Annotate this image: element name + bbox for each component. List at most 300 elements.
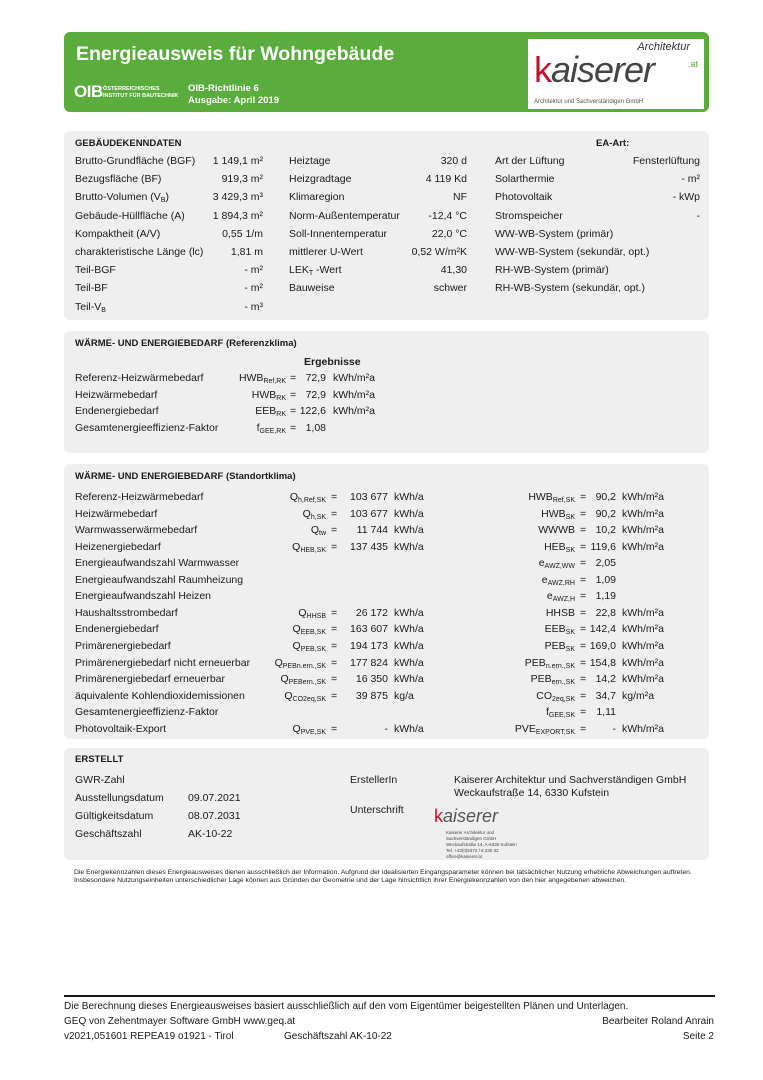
standort-q-symbol-sub: EEB,SK	[300, 629, 326, 637]
stamp-line: Sachverständigen GmbH	[446, 836, 497, 841]
referenz-symbol	[239, 372, 286, 385]
logo-brand-text	[534, 51, 654, 89]
standort-k-symbol-main: HWB	[541, 507, 566, 520]
standort-k-value: 1,09	[595, 573, 616, 586]
standort-q-equals: =	[331, 540, 338, 553]
standort-k-value: 90,2	[595, 491, 616, 503]
klima-value: 41,30	[440, 264, 467, 277]
stamp-line: office@kaiserer.at	[446, 854, 483, 859]
system-label: Stromspeicher	[495, 209, 563, 222]
gebaeudekenndaten-title: GEBÄUDEKENNDATEN	[75, 138, 182, 149]
stamp-line: Kaiserer Architektur und	[446, 830, 495, 835]
standort-k-symbol-main: HWB	[528, 491, 553, 503]
klima-label	[289, 282, 335, 294]
klima-label-text: Norm-Außentemperatur	[289, 209, 400, 222]
standort-q-value: 103 677	[350, 491, 388, 503]
stamp-k-letter: k	[434, 806, 443, 826]
standort-k-unit: kWh/m²a	[622, 606, 664, 619]
standort-q-symbol	[293, 640, 326, 653]
standort-k-symbol-main: CO	[536, 689, 553, 702]
standort-k-symbol	[538, 524, 575, 537]
standort-q-symbol-sub: h,Ref,SK	[297, 497, 326, 504]
standort-q-symbol	[298, 607, 326, 620]
ausgabe-label: Ausgabe: April 2019	[188, 95, 279, 106]
referenz-equals: =	[290, 372, 297, 384]
referenz-symbol-sub: GEE,RK	[259, 427, 286, 435]
standort-k-symbol-main: WWWB	[538, 524, 575, 537]
system-label: WW-WB-System (primär)	[495, 227, 614, 240]
kenndaten-label-text: Teil-BF	[75, 282, 108, 295]
standort-q-symbol	[311, 524, 326, 537]
standort-k-unit: kg/m²a	[622, 689, 655, 702]
klima-label	[289, 210, 400, 222]
standort-k-symbol-main: PEB	[530, 673, 552, 686]
referenz-symbol-main: EEB	[255, 405, 277, 417]
richtlinie-info	[188, 83, 279, 107]
klima-value: NF	[453, 191, 467, 204]
standort-q-equals: =	[331, 673, 338, 686]
standort-q-symbol-main: Q	[274, 656, 283, 669]
ersteller-name: Kaiserer Architektur und Sachverständigen GmbH	[454, 774, 687, 786]
standort-k-symbol-sub: AWZ,RH	[547, 579, 575, 587]
logo-k-letter: k	[534, 49, 551, 90]
erstellt-value: 09.07.2021	[188, 792, 241, 804]
kenndaten-label	[75, 246, 203, 258]
standort-k-symbol-sub: GEE,SK	[548, 712, 575, 720]
referenzklima-title: WÄRME- UND ENERGIEBEDARF (Referenzklima)	[75, 338, 297, 349]
klima-label-text: Klimaregion	[289, 191, 345, 204]
klima-label	[289, 264, 342, 277]
standort-k-equals: =	[580, 491, 587, 503]
standort-q-symbol-sub: h,SK	[310, 513, 326, 521]
standort-k-equals: =	[580, 623, 587, 636]
standort-k-equals: =	[580, 573, 587, 586]
system-label: RH-WB-System (primär)	[495, 264, 609, 277]
klima-value: 320 d	[440, 155, 467, 167]
standort-k-equals: =	[580, 590, 587, 603]
standort-q-symbol-sub: PEBn.ern.,SK	[282, 662, 326, 670]
kenndaten-label	[75, 282, 108, 294]
standort-k-symbol	[525, 657, 575, 670]
standort-k-equals: =	[580, 606, 587, 619]
referenz-value: 72,9	[305, 372, 326, 384]
referenz-label: Gesamtenergieeffizienz-Faktor	[75, 421, 219, 434]
referenz-unit: kWh/m²a	[333, 388, 375, 401]
kenndaten-label-text: Kompaktheit (A/V)	[75, 227, 161, 240]
standort-q-symbol-main: Q	[284, 689, 293, 702]
klima-label-sub: T	[308, 270, 314, 278]
kenndaten-label	[75, 264, 116, 276]
standort-q-value: 39 875	[355, 689, 388, 702]
standort-q-value: 103 677	[350, 507, 388, 520]
standort-q-symbol	[292, 541, 326, 554]
klima-value: schwer	[433, 282, 467, 295]
referenz-unit: kWh/m²a	[333, 372, 375, 384]
footer-page-number: Seite 2	[682, 1031, 714, 1042]
standort-k-symbol-sub: SK	[565, 645, 575, 653]
klima-label-text: Bauweise	[289, 282, 335, 295]
kenndaten-label-text: Teil-BGF	[75, 264, 116, 277]
standortklima-section	[64, 464, 709, 739]
standort-k-symbol	[515, 723, 575, 736]
kenndaten-label-sub: B	[101, 306, 106, 314]
standort-k-value: 34,7	[595, 689, 616, 702]
kenndaten-value: 0,55 1/m	[222, 227, 263, 240]
kenndaten-label-text: Gebäude-Hüllfläche (A)	[75, 209, 185, 222]
kenndaten-value: 3 429,3 m³	[212, 191, 263, 204]
standort-q-symbol-sub: CO2eq,SK	[292, 695, 326, 703]
standort-q-equals: =	[331, 689, 338, 702]
standort-q-value: 194 173	[350, 639, 388, 652]
standort-q-value: 11 744	[356, 524, 388, 537]
standort-k-value: 169,0	[589, 639, 616, 652]
standort-q-symbol-main: Q	[292, 722, 301, 735]
kenndaten-value: 919,3 m²	[221, 173, 263, 186]
disclaimer-text: Die Energiekennzahlen dieses Energieausweises dienen ausschließlich der Information. Aufgrund der idealisierten Eingangsparameter können bei tatsächlicher Nutzung erhebliche Abweichungen auftreten. Insbesondere Nutzungseinheiten unterschiedlicher Lage können aus Gründen der Geometrie und der Lage hinsichtlich ihrer Energiekennzahlen von den hier angegebenen abweichen.	[74, 869, 692, 885]
klima-value: 0,52 W/m²K	[411, 246, 467, 258]
standort-q-symbol-main: Q	[292, 540, 301, 553]
stamp-line: Tel. +43(0)5372 / 6 230 32	[446, 848, 499, 853]
referenz-symbol-sub: RK	[276, 394, 286, 402]
system-value: Fensterlüftung	[632, 155, 700, 167]
erstellt-title: ERSTELLT	[75, 754, 124, 765]
standort-k-value: 1,19	[595, 590, 616, 603]
erstellt-section	[64, 748, 709, 860]
standort-k-symbol-sub: SK	[565, 629, 575, 637]
kenndaten-label	[75, 301, 106, 314]
standort-k-unit: kWh/m²a	[622, 722, 664, 735]
standort-k-symbol-main: e	[546, 590, 553, 603]
standort-k-equals: =	[580, 656, 587, 669]
standort-q-equals: =	[331, 507, 338, 520]
standort-k-value: 1,11	[596, 706, 616, 719]
referenzklima-section	[64, 331, 709, 453]
standort-label: Energieaufwandszahl Warmwasser	[75, 557, 240, 570]
standort-q-equals: =	[331, 606, 338, 619]
standort-k-symbol-main: PEB	[524, 656, 546, 669]
standort-q-symbol	[293, 623, 326, 636]
referenz-symbol	[255, 405, 286, 418]
standort-k-equals: =	[580, 540, 587, 553]
standort-label: Primärenergiebedarf erneuerbar	[75, 673, 225, 686]
kenndaten-value: 1 149,1 m²	[212, 155, 263, 167]
standort-k-unit: kWh/m²a	[622, 491, 664, 503]
erstellt-value: 08.07.2031	[188, 810, 241, 822]
system-label: Art der Lüftung	[495, 155, 565, 167]
klima-label-text: Heizgradtage	[289, 173, 352, 186]
standort-label: Primärenergiebedarf	[75, 639, 171, 652]
klima-value: -12,4 °C	[428, 209, 467, 222]
signature-stamp	[420, 806, 530, 862]
standort-k-symbol-sub: ern.,SK	[551, 679, 575, 687]
stamp-brand-rest: aiserer	[443, 806, 499, 826]
referenz-symbol	[257, 422, 286, 435]
erstellt-label: GWR-Zahl	[75, 774, 125, 786]
referenz-equals: =	[290, 405, 297, 417]
stamp-line: Weckaufstraße 14, A-6330 Kufstein	[446, 842, 517, 847]
referenz-value: 72,9	[305, 388, 326, 401]
standort-k-symbol	[546, 607, 575, 620]
system-label: WW-WB-System (sekundär, opt.)	[495, 246, 650, 258]
standort-q-equals: =	[331, 656, 338, 669]
standort-k-equals: =	[580, 689, 587, 702]
klima-label	[289, 173, 351, 185]
kenndaten-value: - m²	[244, 282, 263, 295]
referenz-label: Heizwärmebedarf	[75, 388, 158, 401]
standort-q-value: 16 350	[355, 673, 388, 686]
referenz-symbol-sub: RK	[276, 411, 286, 418]
standort-q-symbol-sub: PEB,SK	[300, 645, 326, 653]
standort-k-equals: =	[580, 706, 587, 719]
standort-q-unit: kWh/a	[394, 623, 424, 636]
klima-label-end: -Wert	[313, 264, 342, 277]
standort-q-unit: kWh/a	[394, 507, 424, 520]
kenndaten-label-text: charakteristische Länge (lc)	[75, 246, 204, 258]
standort-k-value: 22,8	[595, 606, 616, 619]
kenndaten-label-text: Brutto-Volumen (V	[75, 191, 161, 204]
standort-label: Energieaufwandszahl Heizen	[75, 590, 212, 603]
standort-q-symbol	[303, 508, 326, 521]
kenndaten-label-text: Bezugsfläche (BF)	[75, 173, 162, 186]
kenndaten-label-text: Teil-V	[75, 300, 102, 313]
standort-k-symbol	[539, 557, 575, 570]
standort-q-symbol-main: Q	[289, 491, 298, 503]
erstellt-label: Geschäftszahl	[75, 828, 142, 840]
kenndaten-label-sub: B	[160, 197, 166, 205]
referenz-value: 1,08	[305, 421, 326, 434]
system-label: RH-WB-System (sekundär, opt.)	[495, 282, 645, 295]
standort-k-equals: =	[580, 722, 587, 735]
referenz-label: Endenergiebedarf	[75, 405, 159, 417]
standort-q-unit: kWh/a	[394, 656, 424, 669]
standort-q-equals: =	[331, 491, 338, 503]
stamp-brand	[434, 806, 498, 827]
standort-k-symbol-main: PVE	[514, 722, 536, 735]
standort-k-symbol	[531, 673, 575, 686]
referenz-symbol	[252, 389, 286, 402]
standort-k-value: 154,8	[589, 656, 616, 669]
standort-label: Primärenergiebedarf nicht erneuerbar	[75, 656, 251, 669]
standort-k-unit: kWh/m²a	[622, 639, 664, 652]
standort-q-unit: kWh/a	[394, 673, 424, 686]
standort-q-symbol-sub: PEBern.,SK	[288, 679, 326, 687]
standort-k-equals: =	[580, 639, 587, 652]
standort-k-symbol-main: PEB	[544, 639, 566, 652]
standort-q-symbol-main: Q	[292, 639, 301, 652]
kenndaten-value: 1 894,3 m²	[212, 209, 263, 222]
referenz-symbol-main: HWB	[238, 372, 264, 384]
standort-k-symbol	[546, 706, 575, 719]
klima-label	[289, 228, 387, 240]
standort-k-unit: kWh/m²a	[622, 540, 664, 553]
oib-logo-subtitle	[103, 86, 178, 100]
logo-brand-rest: aiserer	[551, 49, 655, 90]
standort-k-equals: =	[580, 524, 587, 537]
standort-q-unit: kWh/a	[394, 722, 424, 735]
standort-q-unit: kWh/a	[394, 639, 424, 652]
standort-k-symbol-main: HHSB	[545, 606, 575, 619]
klima-label-text: LEK	[289, 264, 309, 277]
system-label: Photovoltaik	[495, 191, 553, 204]
kenndaten-label	[75, 191, 169, 204]
klima-label-text: mittlerer U-Wert	[289, 246, 363, 258]
kenndaten-label	[75, 210, 185, 222]
kenndaten-value: - m²	[244, 264, 263, 277]
standort-q-value: -	[384, 722, 388, 735]
kenndaten-label-end: )	[165, 191, 169, 204]
erstellt-label: Gültigkeitsdatum	[75, 810, 154, 822]
klima-label-text: Soll-Innentemperatur	[289, 227, 388, 240]
standort-k-unit: kWh/m²a	[622, 673, 664, 686]
ergebnisse-heading: Ergebnisse	[304, 356, 361, 368]
standort-k-value: 90,2	[595, 507, 616, 520]
standort-label: äquivalente Kohlendioxidemissionen	[75, 689, 245, 702]
referenz-symbol-sub: Ref,RK	[263, 378, 286, 385]
klima-label-text: Heiztage	[289, 155, 331, 167]
standort-k-symbol-sub: AWZ,H	[552, 596, 575, 604]
standort-k-symbol	[545, 640, 575, 653]
standort-k-symbol	[547, 590, 575, 603]
standort-q-unit: kWh/a	[394, 606, 424, 619]
header-bar	[64, 32, 709, 112]
ea-art-label: EA-Art:	[596, 138, 630, 149]
referenz-value: 122,6	[299, 405, 326, 417]
oib-sub-line2: INSTITUT FÜR BAUTECHNIK	[103, 93, 179, 99]
standort-k-symbol-main: e	[541, 573, 548, 586]
unterschrift-label: Unterschrift	[350, 804, 404, 816]
standort-k-unit: kWh/m²a	[622, 524, 664, 537]
standort-k-symbol-main: EEB	[544, 623, 566, 636]
standort-q-equals: =	[331, 639, 338, 652]
standort-q-value: 163 607	[350, 623, 388, 636]
logo-architektur-text: Architektur	[637, 41, 690, 53]
standort-q-value: 26 172	[355, 606, 388, 619]
standort-k-symbol-sub: AWZ,WW	[544, 563, 575, 571]
logo-at-text: .at	[687, 59, 698, 69]
standort-k-symbol	[545, 623, 575, 636]
klima-value: 22,0 °C	[431, 227, 467, 240]
system-value: - m²	[681, 173, 700, 186]
standort-q-symbol	[275, 657, 326, 670]
referenz-equals: =	[290, 421, 297, 434]
standort-q-symbol-sub: tw	[319, 530, 326, 538]
kenndaten-label	[75, 228, 160, 240]
standort-k-symbol-sub: Ref,SK	[552, 497, 575, 504]
standort-q-equals: =	[331, 722, 338, 735]
standort-k-symbol	[536, 690, 575, 703]
document-title: Energieausweis für Wohngebäude	[76, 43, 395, 65]
standort-q-symbol	[293, 723, 326, 736]
standort-q-symbol	[290, 491, 326, 504]
klima-label	[289, 191, 344, 203]
erstellt-value: AK-10-22	[188, 828, 233, 840]
standort-k-value: 14,2	[595, 673, 616, 686]
referenz-label: Referenz-Heizwärmebedarf	[75, 372, 204, 384]
standort-q-symbol-main: Q	[310, 524, 319, 537]
klima-label	[289, 155, 330, 167]
logo-tagline: Architektur und Sachverständigen GmbH	[534, 99, 644, 105]
standort-q-symbol-sub: HEB,SK	[300, 546, 326, 554]
standort-k-equals: =	[580, 507, 587, 520]
standort-label: Endenergiebedarf	[75, 623, 159, 636]
standort-k-symbol-sub: EXPORT,SK	[535, 728, 575, 736]
standort-label: Gesamtenergieeffizienz-Faktor	[75, 706, 219, 719]
oib-logo-letters: OIB	[74, 82, 103, 101]
standort-k-symbol-sub: 2eq,SK	[552, 695, 575, 703]
system-label: Solarthermie	[495, 173, 555, 186]
standort-k-symbol-sub: n.ern.,SK	[545, 662, 575, 670]
standort-q-value: 177 824	[350, 656, 388, 669]
standort-k-symbol-main: e	[538, 557, 545, 570]
footer-version: v2021,051601 REPEA19 o1921 - Tirol	[64, 1031, 234, 1042]
standort-k-value: 142,4	[589, 623, 616, 636]
oib-sub-line1: ÖSTERREICHISCHES	[103, 86, 160, 92]
standort-label: Heizenergiebedarf	[75, 540, 161, 553]
standort-q-unit: kWh/a	[394, 540, 424, 553]
erstellt-label: Ausstellungsdatum	[75, 792, 164, 804]
standort-k-unit: kWh/m²a	[622, 507, 664, 520]
system-value: -	[696, 209, 700, 222]
oib-logo	[74, 82, 186, 106]
standort-label: Warmwasserwärmebedarf	[75, 524, 198, 537]
standort-k-symbol-sub: SK	[565, 546, 575, 554]
standort-k-value: 2,05	[595, 557, 616, 570]
standort-q-equals: =	[331, 524, 338, 537]
kenndaten-value: 1,81 m	[230, 246, 263, 258]
kaiserer-logo	[528, 39, 704, 109]
standort-q-symbol-main: Q	[292, 623, 301, 636]
standort-label: Energieaufwandszahl Raumheizung	[75, 573, 244, 586]
referenz-symbol-main: HWB	[251, 388, 277, 401]
standort-k-symbol	[541, 508, 575, 521]
kenndaten-label-text: Brutto-Grundfläche (BGF)	[75, 155, 196, 167]
standortklima-title: WÄRME- UND ENERGIEBEDARF (Standortklima)	[75, 471, 296, 482]
standort-q-symbol-main: Q	[302, 507, 311, 520]
standort-label: Photovoltaik-Export	[75, 722, 167, 735]
gebaeudekenndaten-section	[64, 131, 709, 320]
standort-k-value: 10,2	[595, 524, 616, 537]
standort-label: Referenz-Heizwärmebedarf	[75, 491, 204, 503]
footer-geschaeftszahl: Geschäftszahl AK-10-22	[284, 1031, 392, 1042]
standort-q-unit: kWh/a	[394, 524, 424, 537]
ersteller-address: Weckaufstraße 14, 6330 Kufstein	[454, 787, 610, 799]
standort-q-value: 137 435	[350, 540, 388, 553]
standort-k-equals: =	[580, 557, 587, 570]
standort-label: Heizwärmebedarf	[75, 507, 158, 520]
referenz-equals: =	[290, 388, 297, 401]
standort-k-symbol-sub: SK	[565, 513, 575, 521]
standort-k-symbol	[544, 541, 575, 554]
referenz-symbol-main: f	[256, 421, 260, 434]
standort-q-symbol	[280, 673, 326, 686]
standort-k-symbol	[542, 574, 575, 587]
standort-k-symbol	[528, 491, 575, 504]
footer-bearbeiter: Bearbeiter Roland Anrain	[602, 1016, 714, 1027]
standort-q-symbol-main: Q	[280, 673, 289, 686]
standort-k-equals: =	[580, 673, 587, 686]
standort-k-value: 119,6	[590, 540, 616, 553]
standort-k-unit: kWh/m²a	[622, 656, 664, 669]
standort-q-equals: =	[331, 623, 338, 636]
kenndaten-value: - m³	[244, 300, 263, 313]
standort-q-unit: kWh/a	[394, 491, 424, 503]
standort-q-symbol-sub: PVE,SK	[300, 728, 326, 736]
standort-k-symbol-main: HEB	[544, 540, 566, 553]
standort-q-symbol	[284, 690, 326, 703]
standort-k-unit: kWh/m²a	[622, 623, 664, 636]
footer-divider	[64, 995, 715, 997]
klima-value: 4 119 Kd	[425, 173, 467, 186]
